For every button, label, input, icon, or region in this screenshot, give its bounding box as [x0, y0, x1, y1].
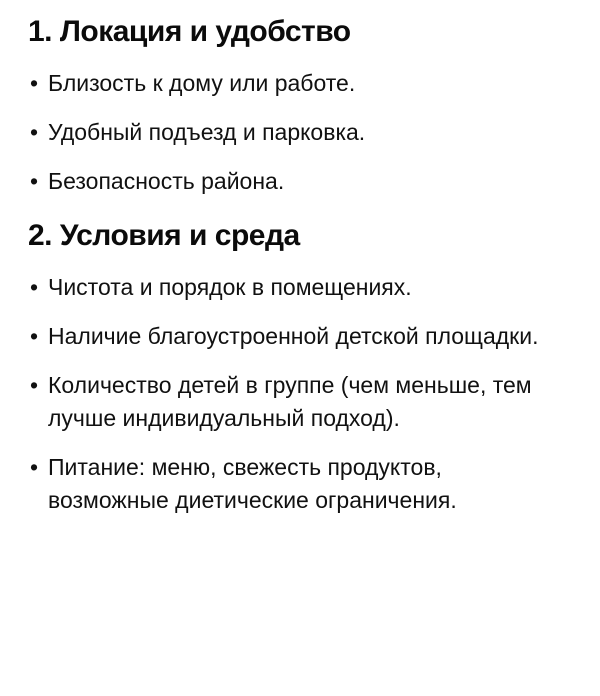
bullet-icon: • [30, 274, 39, 300]
document [28, 0, 588, 517]
bullet-icon: • [30, 168, 39, 194]
list-item [28, 451, 548, 517]
bullet-icon: • [30, 70, 39, 96]
list-item-text: Чистота и порядок в помещениях. [48, 274, 412, 300]
bullet-list-conditions [28, 254, 588, 517]
bullet-list-location [28, 50, 588, 198]
section-title-conditions: 2. Условия и среда [28, 219, 300, 252]
list-item [28, 271, 548, 304]
list-item-text: Наличие благоустроенной детской площадки. [48, 323, 539, 349]
list-item-text: Близость к дому или работе. [48, 70, 356, 96]
list-item-text: Питание: меню, свежесть продуктов, возможные диетические ограничения. [48, 454, 457, 513]
list-item [28, 369, 548, 435]
list-item-text: Безопасность района. [48, 168, 285, 194]
bullet-icon: • [30, 323, 39, 349]
bullet-icon: • [30, 119, 39, 145]
list-item-text: Количество детей в группе (чем меньше, тем лучше индивидуальный подход). [48, 372, 532, 431]
bullet-icon: • [30, 372, 39, 398]
section-location [28, 0, 588, 198]
list-item [28, 165, 548, 198]
list-item [28, 320, 548, 353]
list-item-text: Удобный подъезд и парковка. [48, 119, 366, 145]
bullet-icon: • [30, 454, 39, 480]
section-title-location: 1. Локация и удобство [28, 15, 351, 48]
list-item [28, 116, 548, 149]
section-conditions [28, 198, 588, 517]
list-item [28, 67, 548, 100]
